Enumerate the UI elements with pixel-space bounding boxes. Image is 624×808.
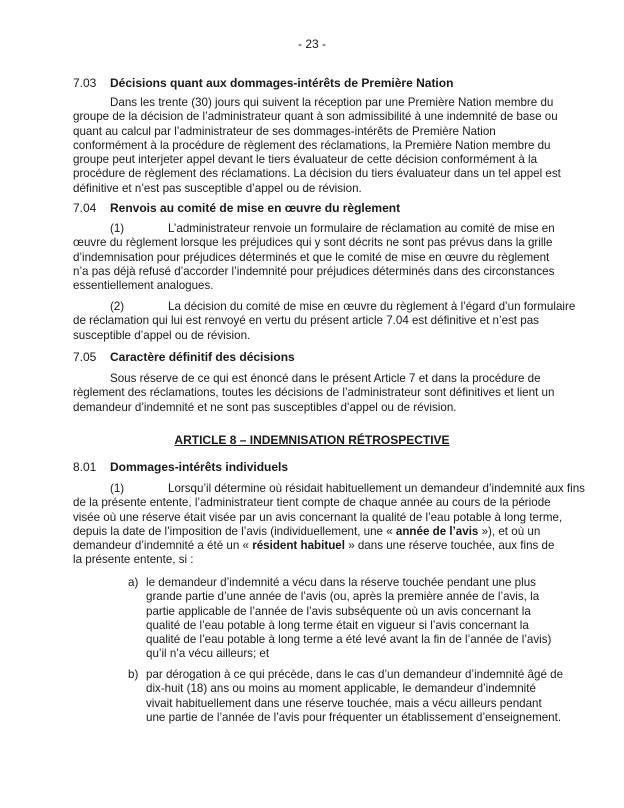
text-line: (2) La décision du comité de mise en œuvre du règlement à l’égard d’un formulaire: [110, 300, 576, 313]
text-line: définitive et n’est pas susceptible d’appel ou de révision.: [73, 181, 362, 195]
page-number: - 23 -: [297, 37, 326, 51]
text-line: Dans les trente (30) jours qui suivent la réception par une Première Nation membre du: [110, 96, 554, 109]
section-number: 7.03: [73, 76, 97, 90]
section-title: Renvois au comité de mise en œuvre du règlement: [110, 201, 401, 215]
paragraph-label: (1): [110, 482, 125, 495]
text-line: quant au calcul par l’administrateur de ses dommages-intérêts de Première Nation: [73, 124, 496, 138]
section-number: 7.05: [73, 350, 97, 364]
text-line: (1) L’administrateur renvoie un formulaire de réclamation au comité de mise en: [110, 222, 555, 235]
text-line: (1) Lorsqu’il détermine où résidait habituellement un demandeur d’indemnité aux fins: [110, 482, 585, 495]
text-line: groupe peut interjeter appel devant le tiers évaluateur de cette décision conformément à la: [73, 153, 538, 167]
text-line: demandeur d’indemnité et ne sont pas susceptibles d’appel ou de révision.: [73, 400, 457, 414]
text-line: procédure de règlement des réclamations. La décision du tiers évaluateur dans un tel appel est: [73, 167, 561, 181]
text-line: de réclamation qui lui est renvoyé en vertu du présent article 7.04 est définitive et n’est pas: [73, 314, 539, 328]
text-line: demandeur d’indemnité a été un « résident habituel » dans une réserve touchée, aux fins de: [73, 539, 555, 553]
paragraph-7-04-1: [73, 222, 555, 293]
section-title: Dommages-intérêts individuels: [110, 460, 289, 474]
list-marker: a): [128, 576, 139, 589]
text-line: susceptible d’appel ou de révision.: [73, 328, 251, 342]
text-line: conformément à la procédure de règlement des réclamations, la Première Nation membre du: [73, 138, 551, 152]
text-line: essentiellement analogues.: [73, 279, 214, 293]
text-line: groupe de la décision de l’administrateur quant à son admissibilité à une indemnité de base ou: [73, 110, 558, 124]
text-line: n’a pas déjà refusé d’accorder l’indemnité pour préjudices déterminés dans des circonstances: [73, 264, 555, 278]
section-title: Décisions quant aux dommages-intérêts de Première Nation: [110, 76, 454, 90]
text-line: d’indemnisation pour préjudices déterminés et que le comité de mise en œuvre du règlement: [73, 250, 550, 264]
paragraph-label: (2): [110, 300, 125, 313]
paragraph-7-03: [73, 96, 561, 196]
list-item-text: par dérogation à ce qui précède, dans le cas d’un demandeur d’indemnité âgé de dix-huit (18) ans ou moins au moment applicable, le demandeur d’indemnité vivait habituellement dans une réserve touchée, mais a vécu ailleurs pendant une partie de l’année de l’avis pour fréquenter un établissement d’enseignement.: [146, 668, 564, 724]
list-item-text: le demandeur d’indemnité a vécu dans la réserve touchée pendant une plus grande partie d’une année de l’avis (ou, après la première année de l’avis, la partie applicable de l’année de l’avis subséquente où un avis concernant la qualité de l’eau potable à long terme était en vigueur si l’avis concernant la qualité de l’eau potable à long terme a été levé avant la fin de l’année de l’avis) qu’il n’a vécu ailleurs; et: [146, 576, 552, 661]
paragraph-7-04-2: [73, 300, 576, 343]
section-number: 8.01: [73, 460, 97, 474]
text-line: règlement des réclamations, toutes les décisions de l’administrateur sont définitives et lient un: [73, 386, 555, 400]
defined-term: année de l’avis: [395, 524, 479, 538]
list-marker: b): [128, 668, 139, 681]
text-line: la présente entente, si :: [73, 553, 194, 567]
article-heading: ARTICLE 8 – INDEMNISATION RÉTROSPECTIVE: [174, 433, 450, 447]
text-line: visée où une réserve était visée par un avis concernant la qualité de l’eau potable à long terme,: [73, 510, 563, 524]
paragraph-7-05: [73, 372, 555, 415]
defined-term: résident habituel: [252, 539, 345, 553]
paragraph-label: (1): [110, 222, 125, 235]
section-number: 7.04: [73, 201, 97, 215]
section-title: Caractère définitif des décisions: [110, 350, 295, 364]
text-line: de la présente entente, l’administrateur tient compte de chaque année au cours de la période: [73, 496, 551, 510]
paragraph-8-01-1: [73, 482, 585, 568]
text-line: œuvre du règlement lorsque les préjudices qui y sont décrits ne sont pas prévus dans la grille: [73, 236, 553, 250]
text-line: Sous réserve de ce qui est énoncé dans le présent Article 7 et dans la procédure de: [110, 372, 541, 385]
text-line: depuis la date de l’imposition de l’avis (individuellement, une « année de l’avis »), et où un: [73, 524, 541, 538]
